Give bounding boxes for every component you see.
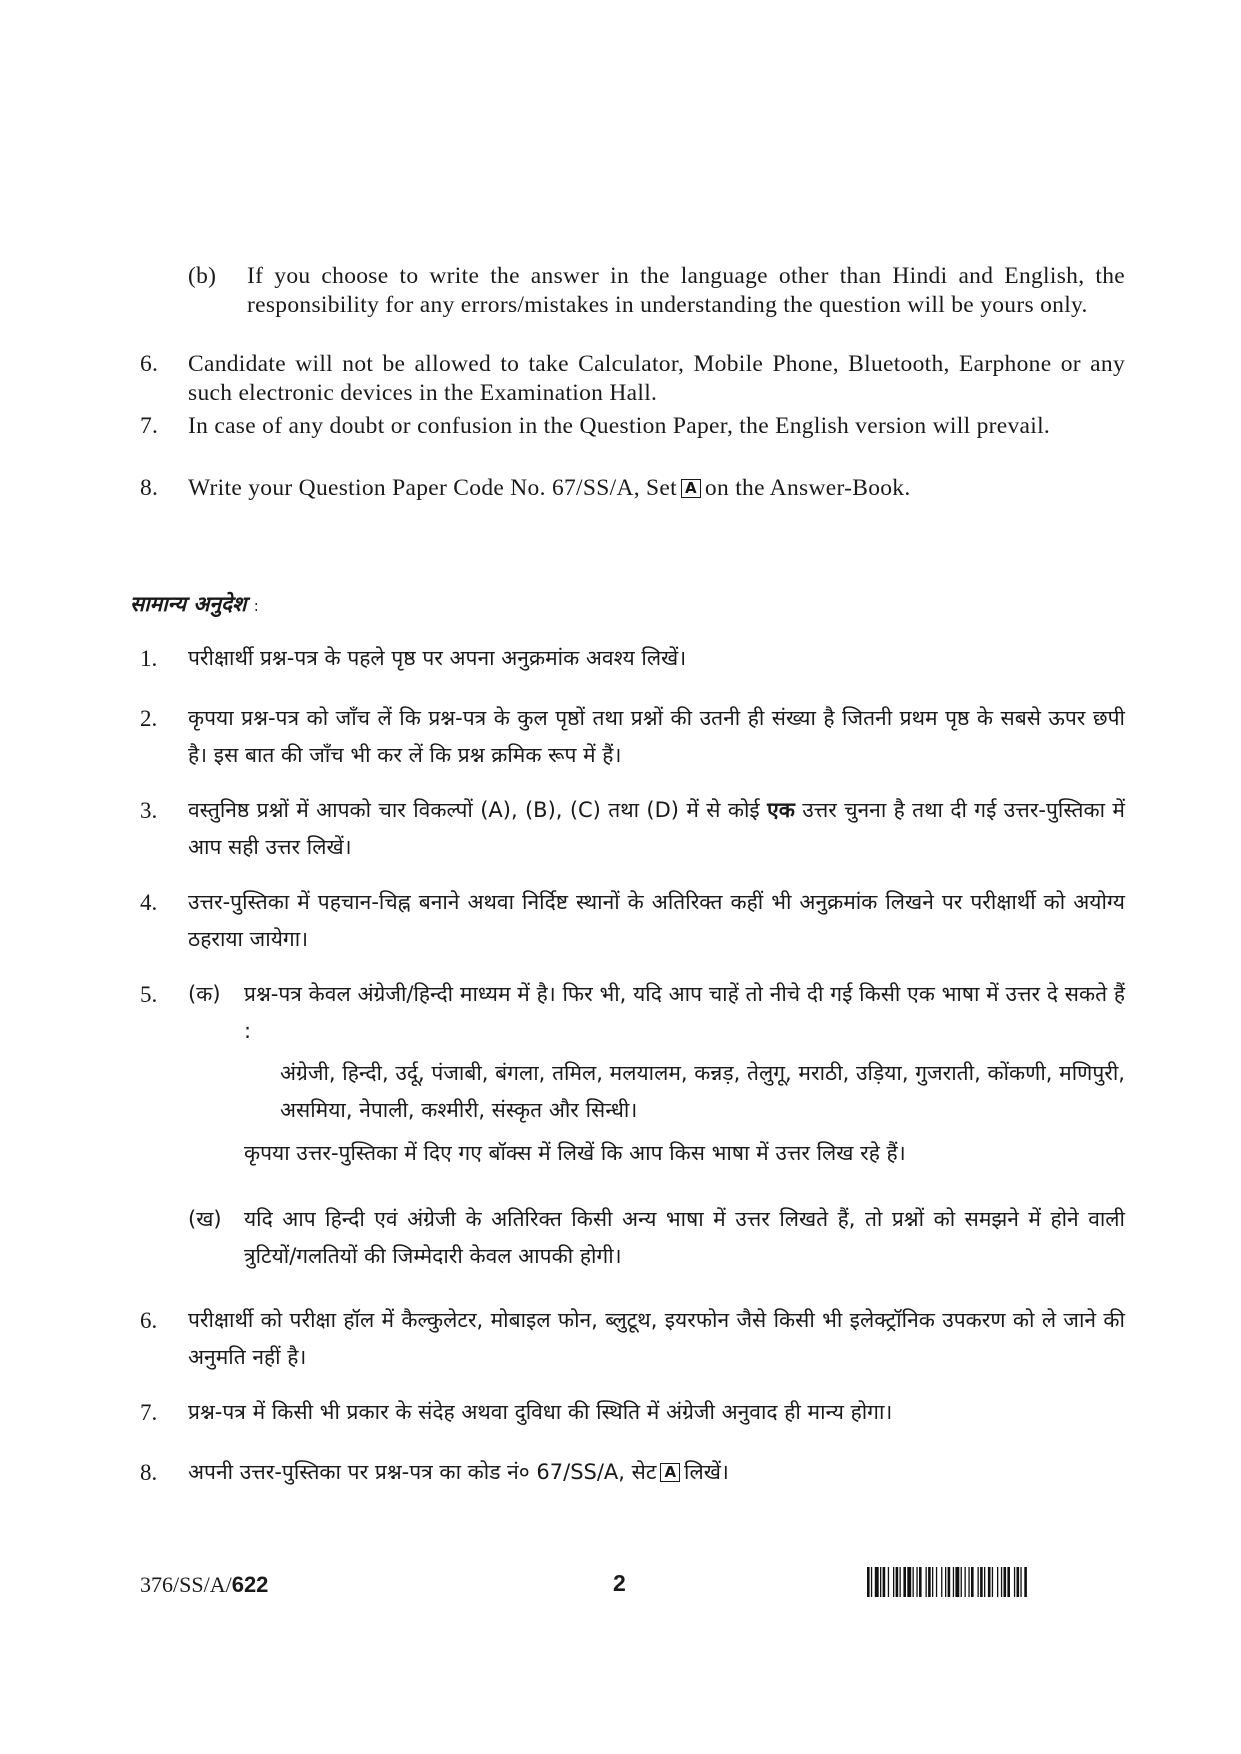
paper-code-prefix: 376/SS/A/: [140, 1572, 232, 1597]
paper-code-bold: 622: [231, 1572, 269, 1597]
item-text-before: वस्तुनिष्ठ प्रश्नों में आपको चार विकल्पों (A), (B), (C) तथा (D) में से कोई: [188, 798, 760, 822]
item-text-after: उत्तर चुनना है तथा दी गई उत्तर-पुस्तिका में आप सही उत्तर लिखें।: [188, 798, 1125, 859]
item-text-bold: एक: [767, 798, 795, 822]
item-number: 6.: [140, 351, 159, 377]
item-5a-label: (क): [188, 982, 221, 1006]
item-text: प्रश्न-पत्र में किसी भी प्रकार के संदेह अथवा दुविधा की स्थिति में अंग्रेजी अनुवाद ही मान्य होगा।: [188, 1400, 893, 1424]
item-text: Candidate will not be allowed to take Calculator, Mobile Phone, Bluetooth, Earphone or any such electronic devices in the Examination Hall.: [188, 351, 1125, 406]
item-5a-text: प्रश्न-पत्र केवल अंग्रेजी/हिन्दी माध्यम में है। फिर भी, यदि आप चाहें तो नीचे दी गई किसी एक भाषा में उत्तर दे सकते हैं :: [244, 982, 1125, 1043]
item-text-after: on the Answer-Book.: [704, 475, 911, 501]
heading-colon: :: [253, 597, 259, 615]
item-text-after: लिखें।: [684, 1460, 729, 1484]
item-text: उत्तर-पुस्तिका में पहचान-चिह्न बनाने अथवा निर्दिष्ट स्थानों के अतिरिक्त कहीं भी अनुक्रमांक लिखने पर परीक्षार्थी को अयोग्य ठहराया जायेगा।: [188, 890, 1125, 951]
item-5b-text: यदि आप हिन्दी एवं अंग्रेजी के अतिरिक्त किसी अन्य भाषा में उत्तर लिखते हैं, तो प्रश्नों को समझने में होने वाली त्रुटियों/गलतियों की जिम्मेदारी केवल आपकी होगी।: [244, 1207, 1125, 1268]
item-number: 7.: [140, 1400, 158, 1425]
language-box-note: कृपया उत्तर-पुस्तिका में दिए गए बॉक्स में लिखें कि आप किस भाषा में उत्तर लिख रहे हैं।: [244, 1141, 906, 1165]
page-number: 2: [613, 1570, 626, 1596]
barcode-image: [867, 1567, 1129, 1597]
language-list: अंग्रेजी, हिन्दी, उर्दू, पंजाबी, बंगला, तमिल, मलयालम, कन्नड़, तेलुगू, मराठी, उड़िया, गुजराती, कोंकणी, मणिपुरी, असमिया, नेपाली, कश्मीरी, संस्कृत और सिन्धी।: [280, 1061, 1125, 1122]
item-number: 8.: [140, 1460, 158, 1485]
set-box: A: [681, 479, 701, 498]
item-number: 4.: [140, 890, 158, 915]
item-number: 8.: [140, 475, 159, 501]
heading-text: सामान्य अनुदेश: [130, 592, 247, 616]
item-text: परीक्षार्थी प्रश्न-पत्र के पहले पृष्ठ पर अपना अनुक्रमांक अवश्य लिखें।: [188, 646, 687, 670]
item-5b-label: (ख): [188, 1207, 222, 1231]
item-number: 5.: [140, 982, 158, 1007]
item-number: 7.: [140, 413, 159, 439]
item-text: कृपया प्रश्न-पत्र को जाँच लें कि प्रश्न-पत्र के कुल पृष्ठों तथा प्रश्नों की उतनी ही संख्या है जितनी प्रथम पृष्ठ के सबसे ऊपर छपी है। इस बात की जाँच भी कर लें कि प्रश्न क्रमिक रूप में हैं।: [188, 706, 1125, 767]
item-number: 6.: [140, 1308, 158, 1333]
item-text: [188, 1454, 1125, 1491]
item-text: [188, 792, 1125, 866]
set-box: A: [660, 1463, 680, 1482]
item-text: If you choose to write the answer in the language other than Hindi and English, the responsibility for any errors/mistakes in understanding the question will be yours only.: [247, 263, 1125, 318]
item-number: 3.: [140, 798, 158, 823]
item-text: परीक्षार्थी को परीक्षा हॉल में कैल्कुलेटर, मोबाइल फोन, ब्लुटूथ, इयरफोन जैसे किसी भी इलेक्ट्रॉनिक उपकरण को ले जाने की अनुमति नहीं है।: [188, 1308, 1125, 1369]
item-text-before: अपनी उत्तर-पुस्तिका पर प्रश्न-पत्र का कोड नं० 67/SS/A, सेट: [188, 1460, 657, 1484]
item-text: [188, 474, 1125, 503]
item-number: 2.: [140, 706, 158, 731]
item-number: 1.: [140, 646, 158, 671]
item-text-before: Write your Question Paper Code No. 67/SS/A, Set: [188, 475, 677, 501]
item-text: In case of any doubt or confusion in the Question Paper, the English version will prevail.: [188, 413, 1051, 439]
hindi-heading: [130, 590, 259, 618]
item-label: (b): [188, 263, 217, 289]
paper-code: [140, 1572, 268, 1598]
